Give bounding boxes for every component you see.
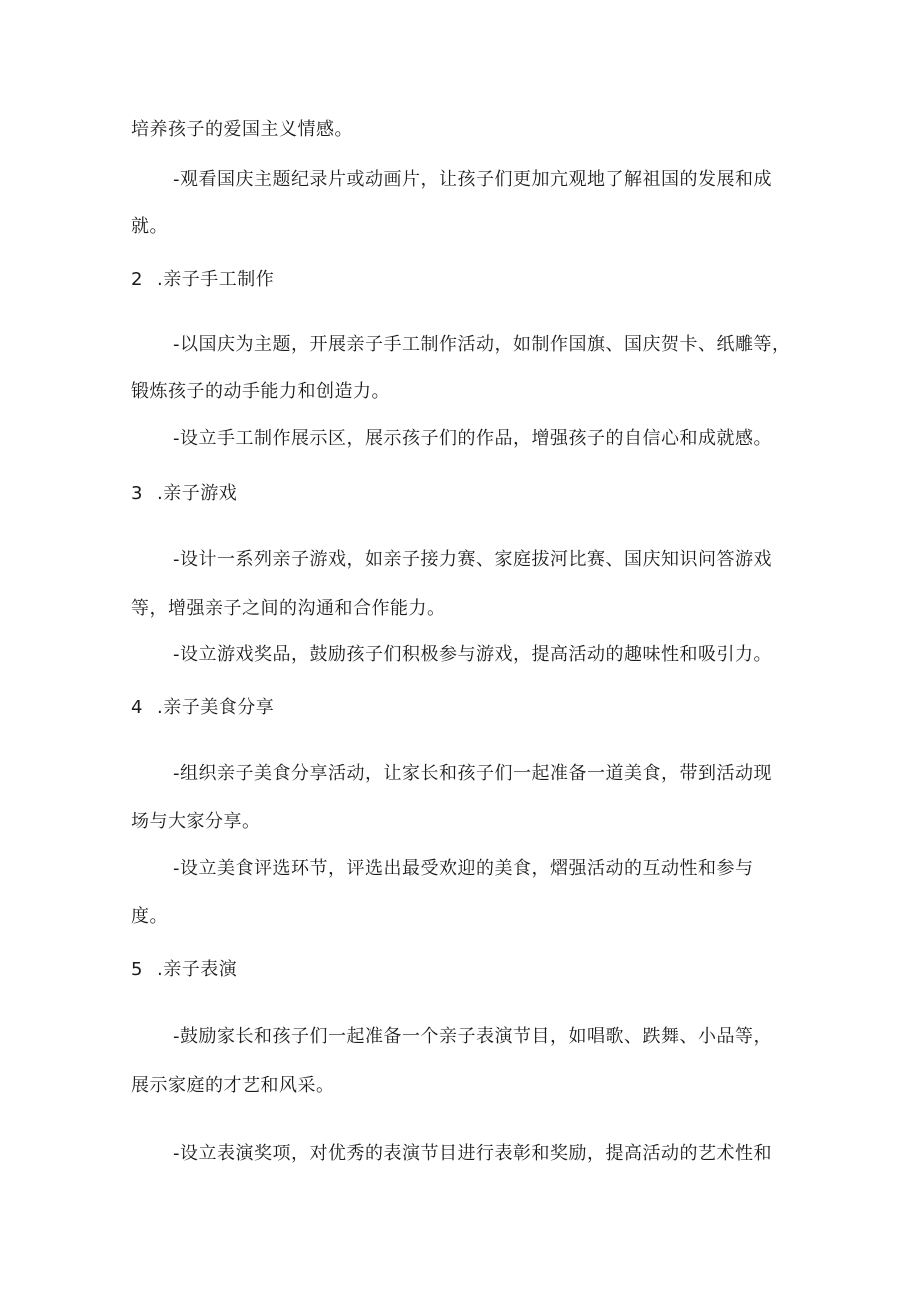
section-title: .亲子表演 <box>157 959 238 980</box>
section-heading-5 <box>131 958 237 982</box>
paragraph-line: 培养孩子的爱国主义情感。 <box>131 119 353 140</box>
section-number: 5 <box>131 959 143 980</box>
section-title: .亲子游戏 <box>157 483 238 504</box>
paragraph-line: 等，增强亲子之间的沟通和合作能力。 <box>131 598 446 619</box>
section-title: .亲子美食分享 <box>157 697 275 718</box>
section-title: .亲子手工制作 <box>157 269 275 290</box>
bullet-line: -设立美食评选环节，评选出最受欢迎的美食，熠强活动的互动性和参与 <box>173 858 754 879</box>
section-number: 2 <box>131 269 143 290</box>
paragraph-line: 展示家庭的才艺和风采。 <box>131 1075 335 1096</box>
bullet-line: -观看国庆主题纪录片或动画片，让孩子们更加亢观地了解祖国的发展和成 <box>173 169 772 190</box>
paragraph-line: 度。 <box>131 906 168 927</box>
section-number: 3 <box>131 483 143 504</box>
paragraph-line: 就。 <box>131 216 168 237</box>
section-heading-3 <box>131 482 237 506</box>
bullet-line: -组织亲子美食分享活动，让家长和孩子们一起准备一道美食，带到活动现 <box>173 763 772 784</box>
bullet-line: -设立游戏奖品，鼓励孩子们积极参与游戏，提高活动的趣味性和吸引力。 <box>173 644 772 665</box>
section-number: 4 <box>131 697 143 718</box>
paragraph-line: 场与大家分享。 <box>131 811 261 832</box>
bullet-line: -设立表演奖项，对优秀的表演节目进行表彰和奖励，提高活动的艺术性和 <box>173 1143 772 1164</box>
bullet-line: -鼓励家长和孩子们一起准备一个亲子表演节目，如唱歌、跌舞、小品等， <box>173 1026 772 1047</box>
section-heading-4 <box>131 696 274 720</box>
bullet-line: -设立手工制作展示区，展示孩子们的作品，增强孩子的自信心和成就感。 <box>173 428 772 449</box>
bullet-line: -设计一系列亲子游戏，如亲子接力赛、家庭拔河比赛、国庆知识问答游戏 <box>173 549 772 570</box>
section-heading-2 <box>131 268 274 292</box>
paragraph-line: 锻炼孩子的动手能力和创造力。 <box>131 381 390 402</box>
bullet-line: -以国庆为主题，开展亲子手工制作活动，如制作国旗、国庆贺卡、纸雕等， <box>173 334 791 355</box>
